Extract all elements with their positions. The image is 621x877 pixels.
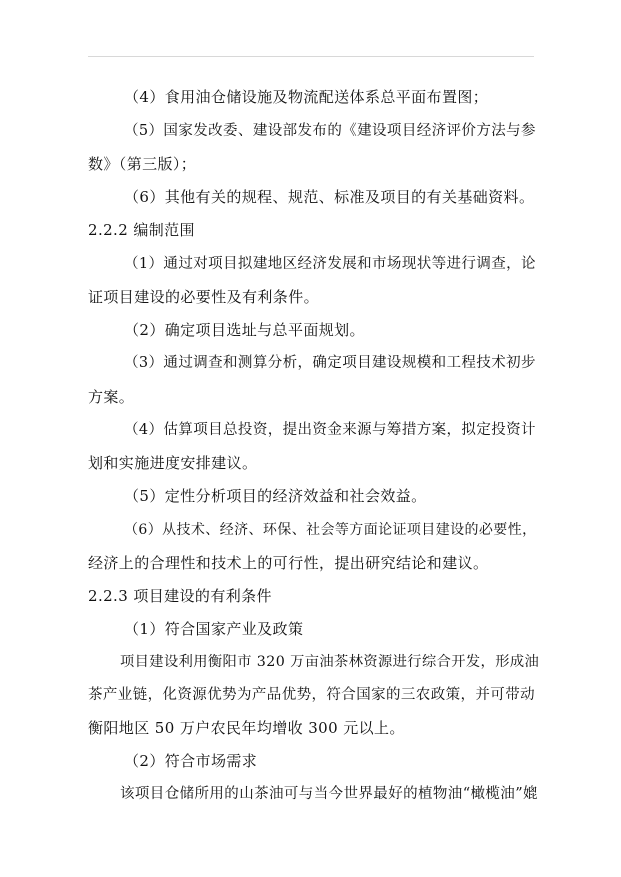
list-item: （5）国家发改委、建设部发布的《建设项目经济评价方法与参	[124, 123, 536, 139]
list-item-continuation: 证项目建设的必要性及有利条件。	[88, 288, 320, 306]
section-heading: 2.2.2 编制范围	[88, 221, 195, 239]
list-item-continuation: 经济上的合理性和技术上的可行性，提出研究结论和建议。	[88, 554, 489, 572]
section-heading: 2.2.3 项目建设的有利条件	[88, 587, 272, 605]
subsection-heading: （1）符合国家产业及政策	[124, 620, 304, 638]
paragraph-line: 项目建设利用衡阳市 320 万亩油茶林资源进行综合开发，形成油	[120, 654, 540, 670]
list-item: （6）从技术、经济、环保、社会等方面论证项目建设的必要性，	[124, 522, 537, 538]
subsection-heading: （2）符合市场需求	[124, 752, 258, 770]
list-item: （4）食用油仓储设施及物流配送体系总平面布置图；	[124, 88, 489, 106]
list-item-continuation: 数》（第三版）；	[88, 155, 197, 173]
list-item: （2）确定项目选址与总平面规划。	[124, 321, 365, 339]
list-item: （4）估算项目总投资，提出资金来源与筹措方案，拟定投资计	[124, 422, 536, 438]
list-item: （1）通过对项目拟建地区经济发展和市场现状等进行调查，论	[124, 256, 536, 272]
list-item-continuation: 划和实施进度安排建议。	[88, 454, 258, 472]
list-item-continuation: 方案。	[88, 388, 135, 406]
paragraph-line: 该项目仓储所用的山茶油可与当今世界最好的植物油“橄榄油”媲	[120, 786, 538, 802]
list-item: （3）通过调查和测算分析，确定项目建设规模和工程技术初步	[124, 355, 536, 371]
paragraph-line: 茶产业链，化资源优势为产品优势，符合国家的三农政策，并可带动	[88, 687, 535, 703]
list-item: （6）其他有关的规程、规范、标准及项目的有关基础资料。	[124, 188, 535, 206]
list-item: （5）定性分析项目的经济效益和社会效益。	[124, 487, 427, 505]
header-rule	[88, 56, 534, 57]
paragraph-line: 衡阳地区 50 万户农民年均增收 300 元以上。	[88, 719, 405, 737]
